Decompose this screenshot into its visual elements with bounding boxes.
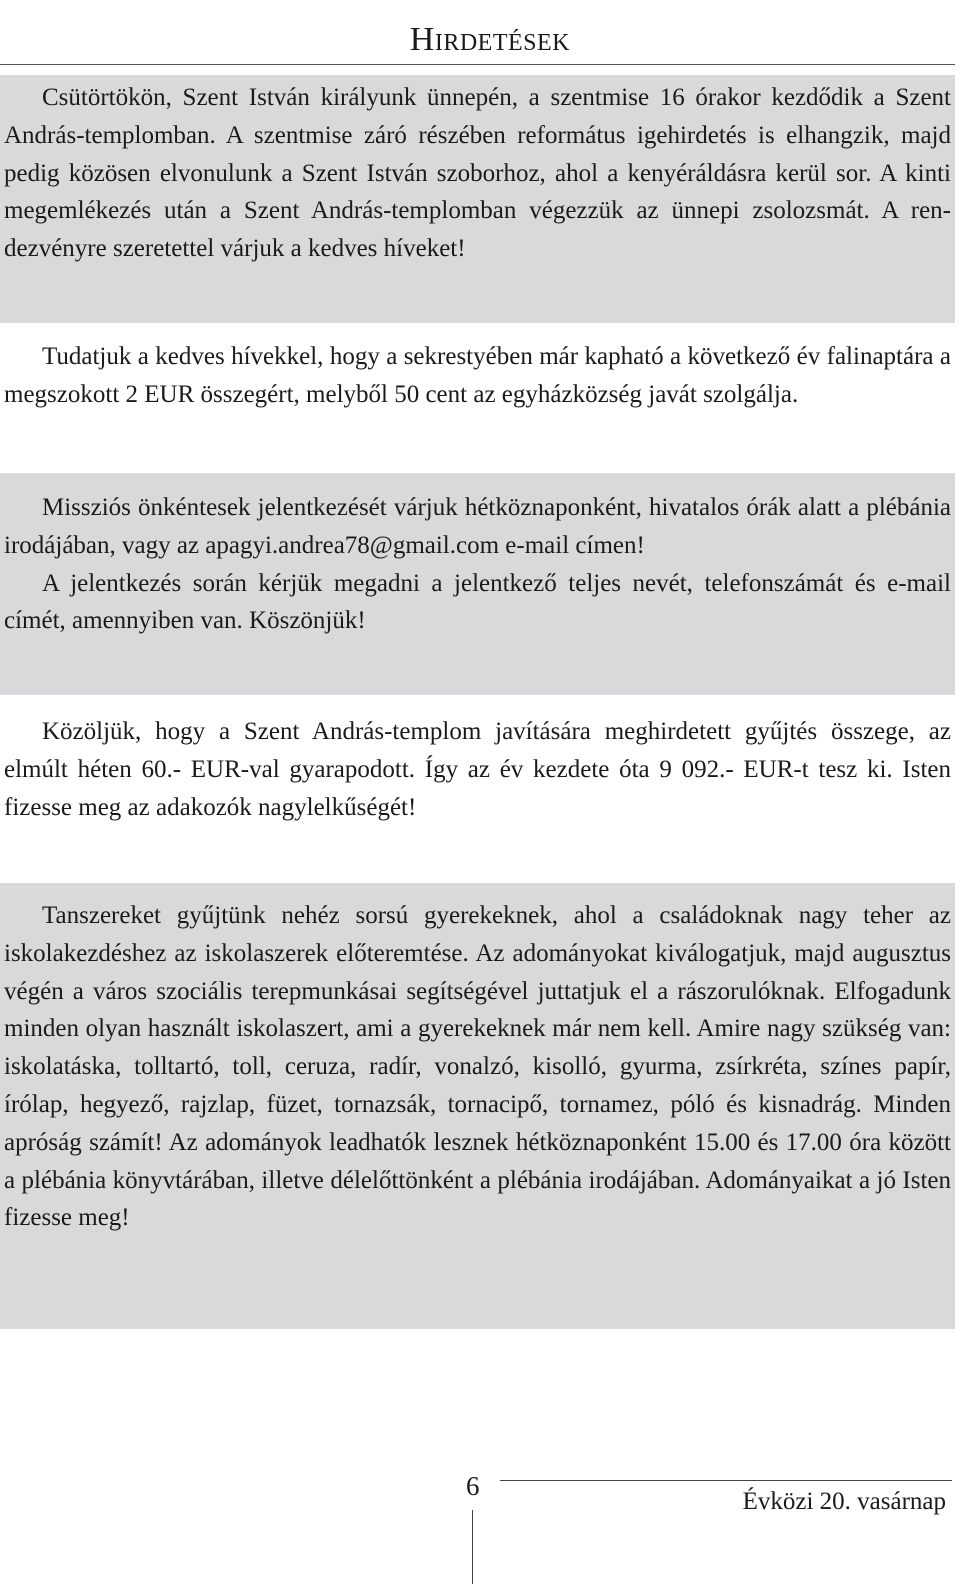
header-divider [0, 64, 955, 65]
announcement-school-supplies [0, 883, 955, 1329]
announcement-calendar [0, 338, 955, 458]
page-header [0, 14, 960, 66]
page-title: Hirdetések [409, 21, 570, 58]
announcement-ceremony [0, 75, 955, 323]
announcement-paragraph: Tudatjuk a kedves hívekkel, hogy a sekrestyében már kapható a következő év falinaptára a megszokott 2 EUR összegért, melyből 50 cent az egyházközség javát szolgálja. [4, 343, 951, 408]
announcement-paragraph: Tanszereket gyűjtünk nehéz sorsú gyerekeknek, ahol a családoknak nagy teher az iskolakezdéshez az iskolaszerek előteremtése. Az adományokat kiválogatjuk, majd augusztus végén a város szociális terepmunkásai segítségével juttatjuk el a rászorulóknak. Elfogadunk minden olyan használt iskolaszert, ami a gyerekeknek már nem kell. Amire nagy szükség van: iskolatáska, tolltartó, toll, ceruza, radír, vonalzó, kisolló, gyurma, zsírkréta, színes papír, írólap, hegyező, rajzlap, füzet, tornazsák, tornacipő, tornamez, póló és kisnadrág. Minden apróság számít! Az adományok leadhatók lesznek hétköznaponként 15.00 és 17.00 óra között a plébánia könyvtárában, illetve délelőttönként a plébánia irodájában. Adományaikat a jó Isten fizesse meg! [4, 902, 951, 1232]
announcement-paragraph: A jelentkezés során kérjük megadni a jelentkező teljes nevét, telefonszámát és e-mail címét, amennyiben van. Köszönjük! [4, 569, 951, 635]
announcement-paragraph: Missziós önkéntesek jelentkezését várjuk hétköznaponként, hivatalos órák alatt a plébánia irodájában, vagy az apagyi.andrea78@gmail.com e-mail címen! [4, 494, 951, 559]
footer-caption: Évközi 20. vasárnap [742, 1488, 946, 1515]
page-number: 6 [466, 1471, 480, 1501]
announcement-volunteers [0, 473, 955, 695]
announcement-paragraph: Közöljük, hogy a Szent András-templom javítására meghirdetett gyűjtés összege, az elmúlt héten 60.- EUR-val gyarapodott. Így az év kezdete óta 9 092.- EUR-t tesz ki. Isten fizesse meg az adakozók nagylelkűségét! [4, 718, 951, 821]
footer-divider [500, 1480, 952, 1481]
announcement-collection [0, 713, 955, 865]
announcement-paragraph: Csütörtökön, Szent István királyunk ünnepén, a szentmise 16 órakor kezdődik a Szent András-templomban. A szentmise záró részében református igehirdetés is elhangzik, majd pedig közösen elvonulunk a Szent István szoborhoz, ahol a kenyéráldásra kerül sor. A kinti megemlékezés után a Szent András-templomban végezzük az ünnepi zsolozsmát. A rendezvényre szeretettel várjuk a kedves híveket! [4, 84, 951, 263]
footer-vertical-rule [472, 1510, 473, 1584]
